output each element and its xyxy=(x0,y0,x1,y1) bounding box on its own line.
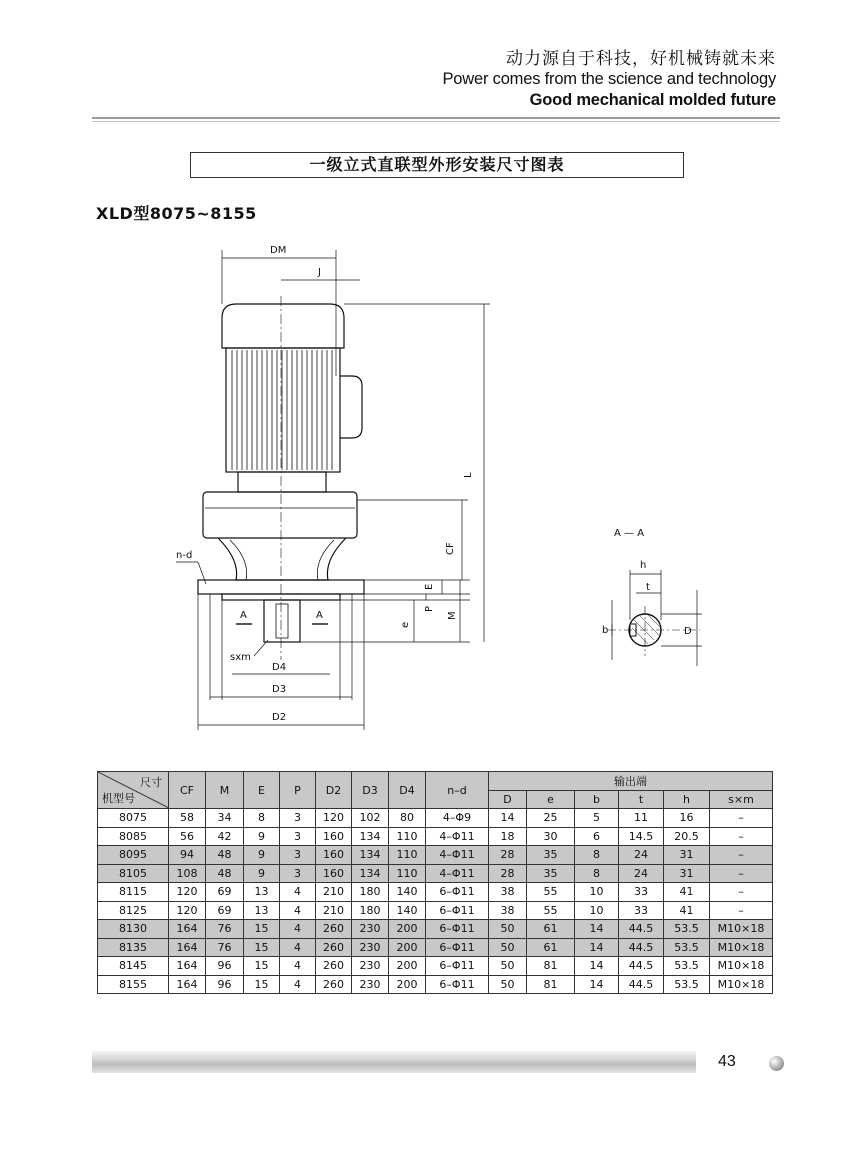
table-cell: 134 xyxy=(352,864,389,883)
output-col-header: s×m xyxy=(710,790,773,809)
table-cell: M10×18 xyxy=(710,938,773,957)
table-cell: – xyxy=(710,846,773,865)
col-header: D3 xyxy=(352,772,389,809)
table-cell: 55 xyxy=(527,883,575,902)
model-cell: 8105 xyxy=(98,864,169,883)
model-cell: 8130 xyxy=(98,920,169,939)
output-group-header: 输出端 xyxy=(489,772,773,791)
label-e-upper: E xyxy=(424,583,435,590)
table-cell: 44.5 xyxy=(619,957,664,976)
label-m: M xyxy=(447,611,458,620)
table-cell: 108 xyxy=(169,864,206,883)
table-cell: 15 xyxy=(244,920,280,939)
table-row xyxy=(98,901,773,920)
table-cell: 4 xyxy=(280,938,316,957)
terminal-box xyxy=(340,376,362,438)
label-d: D xyxy=(684,626,692,637)
slogan-english-line1: Power comes from the science and technology xyxy=(442,70,776,88)
table-cell: 48 xyxy=(206,864,244,883)
table-cell: 15 xyxy=(244,957,280,976)
label-b: b xyxy=(602,625,609,636)
table-cell: 24 xyxy=(619,846,664,865)
table-cell: 61 xyxy=(527,938,575,957)
model-cell: 8125 xyxy=(98,901,169,920)
col-header: n–d xyxy=(426,772,489,809)
table-cell: 260 xyxy=(316,920,352,939)
table-cell: 180 xyxy=(352,901,389,920)
table-cell: 41 xyxy=(664,901,710,920)
table-cell: 20.5 xyxy=(664,827,710,846)
page-dot-icon xyxy=(769,1056,784,1071)
table-cell: 3 xyxy=(280,846,316,865)
table-cell: 18 xyxy=(489,827,527,846)
table-cell: 102 xyxy=(352,809,389,828)
table-cell: – xyxy=(710,901,773,920)
col-header: M xyxy=(206,772,244,809)
table-cell: 25 xyxy=(527,809,575,828)
table-cell: 6–Φ11 xyxy=(426,957,489,976)
table-cell: 61 xyxy=(527,920,575,939)
table-cell: 134 xyxy=(352,827,389,846)
table-cell: 10 xyxy=(575,883,619,902)
table-cell: 110 xyxy=(389,846,426,865)
label-dm: DM xyxy=(270,245,287,256)
table-cell: 34 xyxy=(206,809,244,828)
table-cell: 96 xyxy=(206,975,244,994)
table-cell: 16 xyxy=(664,809,710,828)
table-cell: 30 xyxy=(527,827,575,846)
table-cell: 260 xyxy=(316,957,352,976)
label-nd: n-d xyxy=(176,550,193,561)
label-section-aa: A — A xyxy=(614,528,645,539)
table-row xyxy=(98,864,773,883)
col-header: D4 xyxy=(389,772,426,809)
table-cell: 9 xyxy=(244,864,280,883)
table-cell: 8 xyxy=(575,846,619,865)
output-col-header: t xyxy=(619,790,664,809)
model-cell: 8095 xyxy=(98,846,169,865)
table-cell: 230 xyxy=(352,938,389,957)
table-cell: 31 xyxy=(664,864,710,883)
table-cell: 53.5 xyxy=(664,975,710,994)
table-cell: 3 xyxy=(280,809,316,828)
table-cell: 210 xyxy=(316,901,352,920)
table-cell: M10×18 xyxy=(710,975,773,994)
table-cell: 6–Φ11 xyxy=(426,920,489,939)
table-cell: 120 xyxy=(169,883,206,902)
label-j: J xyxy=(318,267,321,278)
motor-flange xyxy=(238,472,326,492)
table-cell: 164 xyxy=(169,957,206,976)
label-d3: D3 xyxy=(272,684,287,695)
table-cell: 24 xyxy=(619,864,664,883)
model-range-title: XLD型8075~8155 xyxy=(96,204,257,223)
section-title: 一级立式直联型外形安装尺寸图表 xyxy=(190,152,684,178)
label-d4: D4 xyxy=(272,662,287,673)
table-cell: 4 xyxy=(280,957,316,976)
table-cell: 4 xyxy=(280,901,316,920)
col-header: CF xyxy=(169,772,206,809)
table-cell: 33 xyxy=(619,901,664,920)
table-cell: 200 xyxy=(389,975,426,994)
table-cell: 200 xyxy=(389,957,426,976)
col-header: E xyxy=(244,772,280,809)
table-cell: 38 xyxy=(489,901,527,920)
table-cell: 5 xyxy=(575,809,619,828)
table-cell: 31 xyxy=(664,846,710,865)
label-a-left: A xyxy=(240,610,247,621)
slogan-english-line2: Good mechanical molded future xyxy=(529,91,776,109)
table-cell: 9 xyxy=(244,846,280,865)
output-col-header: b xyxy=(575,790,619,809)
model-cell: 8135 xyxy=(98,938,169,957)
model-cell: 8075 xyxy=(98,809,169,828)
table-row xyxy=(98,957,773,976)
motor-body xyxy=(226,348,340,472)
table-cell: 15 xyxy=(244,975,280,994)
table-cell: 134 xyxy=(352,846,389,865)
table-cell: 164 xyxy=(169,975,206,994)
table-cell: 4 xyxy=(280,975,316,994)
table-cell: 44.5 xyxy=(619,975,664,994)
table-cell: 260 xyxy=(316,938,352,957)
table-cell: 9 xyxy=(244,827,280,846)
table-cell: 160 xyxy=(316,827,352,846)
table-cell: 11 xyxy=(619,809,664,828)
table-cell: 50 xyxy=(489,920,527,939)
slogan-chinese: 动力源自于科技，好机械铸就未来 xyxy=(506,49,776,69)
corner-header xyxy=(98,772,169,809)
table-row xyxy=(98,975,773,994)
table-cell: 160 xyxy=(316,846,352,865)
table-row xyxy=(98,846,773,865)
page-number: 43 xyxy=(718,1053,736,1070)
output-col-header: D xyxy=(489,790,527,809)
corner-bottom-label: 机型号 xyxy=(102,792,135,805)
label-sxm: sxm xyxy=(230,652,251,663)
label-p: P xyxy=(424,605,435,612)
label-e-lower: e xyxy=(400,621,411,628)
model-cell: 8115 xyxy=(98,883,169,902)
label-cf: CF xyxy=(445,542,456,555)
table-cell: 8 xyxy=(575,864,619,883)
table-cell: M10×18 xyxy=(710,957,773,976)
table-cell: 210 xyxy=(316,883,352,902)
table-row xyxy=(98,920,773,939)
table-cell: 4 xyxy=(280,920,316,939)
table-cell: 13 xyxy=(244,901,280,920)
table-cell: 35 xyxy=(527,864,575,883)
col-header: D2 xyxy=(316,772,352,809)
table-row xyxy=(98,938,773,957)
table-cell: 28 xyxy=(489,846,527,865)
table-cell: – xyxy=(710,827,773,846)
table-cell: 44.5 xyxy=(619,938,664,957)
table-cell: 41 xyxy=(664,883,710,902)
table-cell: 28 xyxy=(489,864,527,883)
table-cell: 50 xyxy=(489,957,527,976)
model-cell: 8145 xyxy=(98,957,169,976)
table-cell: 6–Φ11 xyxy=(426,883,489,902)
table-cell: 164 xyxy=(169,938,206,957)
table-cell: 81 xyxy=(527,975,575,994)
model-cell: 8155 xyxy=(98,975,169,994)
table-cell: 4–Φ11 xyxy=(426,864,489,883)
table-cell: 35 xyxy=(527,846,575,865)
corner-top-label: 尺寸 xyxy=(140,776,162,789)
table-cell: 50 xyxy=(489,938,527,957)
gearbox-upper-housing xyxy=(203,492,357,538)
gearbox-waist xyxy=(218,538,346,580)
model-cell: 8085 xyxy=(98,827,169,846)
table-cell: 55 xyxy=(527,901,575,920)
table-row xyxy=(98,809,773,828)
table-cell: 3 xyxy=(280,864,316,883)
table-cell: 14 xyxy=(575,938,619,957)
table-cell: 53.5 xyxy=(664,957,710,976)
table-cell: 6–Φ11 xyxy=(426,975,489,994)
table-cell: 260 xyxy=(316,975,352,994)
table-cell: 69 xyxy=(206,901,244,920)
table-cell: 14 xyxy=(575,957,619,976)
table-cell: 6 xyxy=(575,827,619,846)
table-cell: 14 xyxy=(575,920,619,939)
table-cell: 13 xyxy=(244,883,280,902)
table-cell: 33 xyxy=(619,883,664,902)
label-a-right: A xyxy=(316,610,323,621)
table-cell: 50 xyxy=(489,975,527,994)
table-cell: 53.5 xyxy=(664,938,710,957)
table-cell: – xyxy=(710,883,773,902)
table-cell: 53.5 xyxy=(664,920,710,939)
motor-fins xyxy=(232,350,332,470)
table-cell: 94 xyxy=(169,846,206,865)
table-cell: 14.5 xyxy=(619,827,664,846)
table-cell: 6–Φ11 xyxy=(426,901,489,920)
table-cell: 110 xyxy=(389,864,426,883)
label-d2: D2 xyxy=(272,712,287,723)
table-cell: 14 xyxy=(489,809,527,828)
table-cell: 140 xyxy=(389,901,426,920)
col-header: P xyxy=(280,772,316,809)
table-cell: 56 xyxy=(169,827,206,846)
table-cell: 164 xyxy=(169,920,206,939)
table-cell: – xyxy=(710,864,773,883)
table-cell: 3 xyxy=(280,827,316,846)
table-cell: 69 xyxy=(206,883,244,902)
table-cell: 44.5 xyxy=(619,920,664,939)
table-cell: 42 xyxy=(206,827,244,846)
table-row xyxy=(98,827,773,846)
table-cell: 38 xyxy=(489,883,527,902)
motor-fan-cover xyxy=(222,304,344,348)
table-cell: 58 xyxy=(169,809,206,828)
table-cell: 230 xyxy=(352,957,389,976)
table-cell: 96 xyxy=(206,957,244,976)
table-cell: 230 xyxy=(352,975,389,994)
table-cell: 6–Φ11 xyxy=(426,938,489,957)
table-cell: 15 xyxy=(244,938,280,957)
output-col-header: e xyxy=(527,790,575,809)
table-cell: 81 xyxy=(527,957,575,976)
table-cell: 200 xyxy=(389,920,426,939)
table-cell: 230 xyxy=(352,920,389,939)
table-cell: M10×18 xyxy=(710,920,773,939)
table-cell: 14 xyxy=(575,975,619,994)
label-l: L xyxy=(463,472,474,478)
table-cell: 120 xyxy=(169,901,206,920)
table-body xyxy=(98,809,773,994)
table-cell: 4 xyxy=(280,883,316,902)
footer-bar xyxy=(92,1051,696,1073)
table-cell: 76 xyxy=(206,938,244,957)
table-cell: 4–Φ9 xyxy=(426,809,489,828)
table-cell: 48 xyxy=(206,846,244,865)
table-cell: 76 xyxy=(206,920,244,939)
table-cell: – xyxy=(710,809,773,828)
table-cell: 160 xyxy=(316,864,352,883)
label-h: h xyxy=(640,560,647,571)
output-shaft xyxy=(264,600,300,642)
table-cell: 140 xyxy=(389,883,426,902)
output-col-header: h xyxy=(664,790,710,809)
table-cell: 110 xyxy=(389,827,426,846)
table-cell: 120 xyxy=(316,809,352,828)
dimension-table xyxy=(97,771,773,994)
table-row xyxy=(98,883,773,902)
table-cell: 8 xyxy=(244,809,280,828)
table-cell: 10 xyxy=(575,901,619,920)
table-cell: 80 xyxy=(389,809,426,828)
table-cell: 180 xyxy=(352,883,389,902)
label-t: t xyxy=(646,582,650,593)
table-cell: 4–Φ11 xyxy=(426,827,489,846)
table-cell: 200 xyxy=(389,938,426,957)
table-cell: 4–Φ11 xyxy=(426,846,489,865)
